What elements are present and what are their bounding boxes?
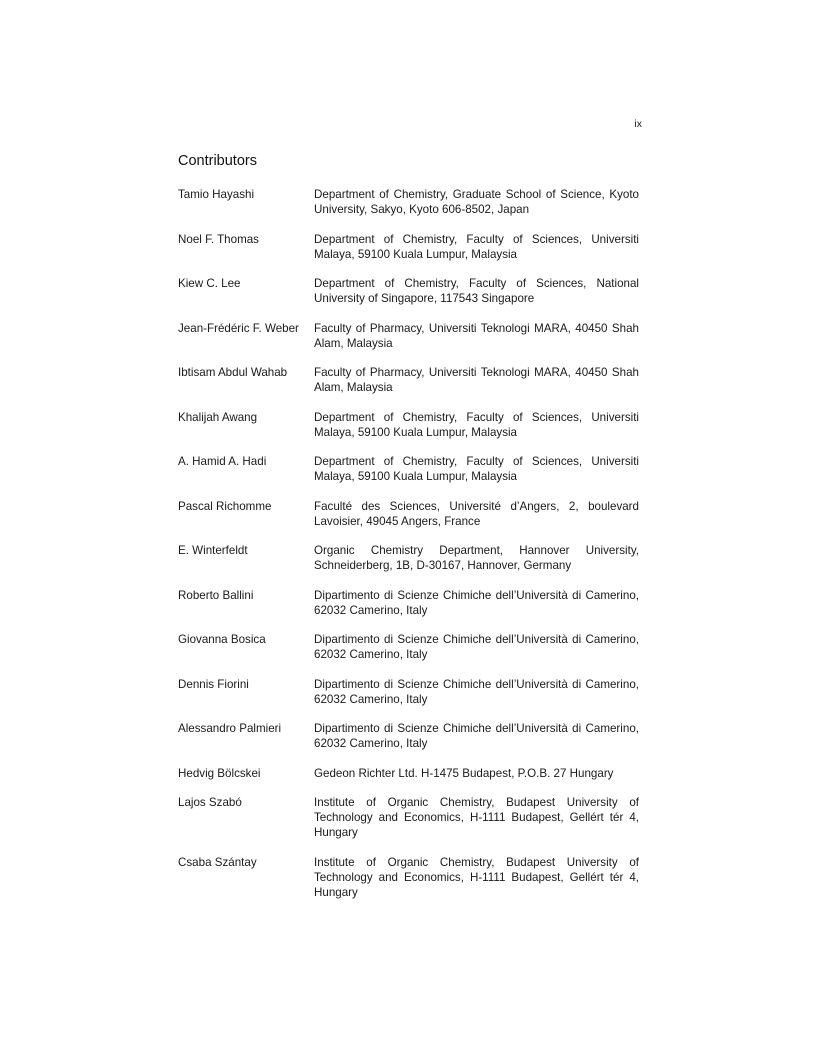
contributor-name: Khalijah Awang — [178, 410, 258, 424]
contributor-entry — [178, 632, 639, 662]
contributor-entry — [178, 410, 639, 440]
contributor-name: Noel F. Thomas — [178, 232, 259, 246]
contributor-entry — [178, 232, 639, 262]
contributor-entry — [178, 543, 639, 573]
contributor-name: Giovanna Bosica — [178, 633, 266, 646]
contributor-entry — [178, 321, 639, 351]
contributor-entry — [178, 454, 639, 484]
contributor-affiliation: Dipartimento di Scienze Chimiche dell’Università di Camerino, 62032 Camerino, Italy — [314, 588, 639, 617]
contributor-entry — [178, 499, 639, 529]
contributor-affiliation: Department of Chemistry, Graduate School of Science, Kyoto University, Sakyo, Kyoto 606-8502, Japan — [314, 188, 639, 216]
contributor-name: Csaba Szántay — [178, 855, 257, 869]
contributor-name: Jean-Frédéric F. Weber — [178, 321, 299, 335]
page-number: ix — [634, 118, 642, 130]
contributor-affiliation: Dipartimento di Scienze Chimiche dell’Università di Camerino, 62032 Camerino, Italy — [314, 633, 639, 661]
contributor-entry — [178, 365, 639, 395]
contributor-affiliation: Department of Chemistry, Faculty of Sciences, Universiti Malaya, 59100 Kuala Lumpur, Malaysia — [314, 232, 639, 261]
contributor-list — [178, 187, 639, 914]
contributor-entry — [178, 721, 639, 751]
contributor-affiliation: Faculty of Pharmacy, Universiti Teknologi MARA, 40450 Shah Alam, Malaysia — [314, 366, 639, 394]
contributor-affiliation: Dipartimento di Scienze Chimiche dell’Università di Camerino, 62032 Camerino, Italy — [314, 677, 639, 706]
contributor-entry — [178, 766, 639, 781]
contributor-entry — [178, 588, 639, 618]
contributor-affiliation: Gedeon Richter Ltd. H-1475 Budapest, P.O.B. 27 Hungary — [314, 766, 614, 780]
contributor-name: Alessandro Palmieri — [178, 722, 282, 735]
contributor-entry — [178, 276, 639, 306]
contributor-entry — [178, 855, 639, 900]
contributor-affiliation: Department of Chemistry, Faculty of Sciences, Universiti Malaya, 59100 Kuala Lumpur, Malaysia — [314, 410, 639, 439]
contributor-affiliation: Faculté des Sciences, Université d’Angers, 2, boulevard Lavoisier, 49045 Angers, France — [314, 499, 639, 528]
contributor-affiliation: Organic Chemistry Department, Hannover University, Schneiderberg, 1B, D-30167, Hannover, Germany — [314, 544, 639, 572]
contributor-affiliation: Department of Chemistry, Faculty of Sciences, National University of Singapore, 117543 Singapore — [314, 277, 639, 305]
contributor-name: Tamio Hayashi — [178, 188, 255, 201]
contributor-affiliation: Institute of Organic Chemistry, Budapest University of Technology and Economics, H-1111 Budapest, Gellért tér 4, Hungary — [314, 855, 639, 899]
contributor-affiliation: Dipartimento di Scienze Chimiche dell’Università di Camerino, 62032 Camerino, Italy — [314, 722, 639, 750]
contributor-entry — [178, 187, 639, 217]
contributor-affiliation: Department of Chemistry, Faculty of Sciences, Universiti Malaya, 59100 Kuala Lumpur, Malaysia — [314, 455, 639, 483]
contributor-name: E. Winterfeldt — [178, 544, 248, 557]
contributor-name: Pascal Richomme — [178, 499, 272, 513]
contributor-name: Kiew C. Lee — [178, 277, 241, 290]
contributor-name: A. Hamid A. Hadi — [178, 455, 267, 468]
contributor-name: Lajos Szabó — [178, 796, 242, 809]
page-title: Contributors — [178, 153, 257, 169]
contributor-entry — [178, 677, 639, 707]
contributor-entry — [178, 795, 639, 840]
contributor-name: Ibtisam Abdul Wahab — [178, 366, 288, 379]
contributor-affiliation: Institute of Organic Chemistry, Budapest University of Technology and Economics, H-1111 Budapest, Gellért tér 4, Hungary — [314, 796, 639, 839]
contributor-name: Dennis Fiorini — [178, 677, 249, 691]
contributor-name: Roberto Ballini — [178, 588, 254, 602]
contributor-affiliation: Faculty of Pharmacy, Universiti Teknologi MARA, 40450 Shah Alam, Malaysia — [314, 321, 639, 350]
contributor-name: Hedvig Bölcskei — [178, 766, 261, 780]
